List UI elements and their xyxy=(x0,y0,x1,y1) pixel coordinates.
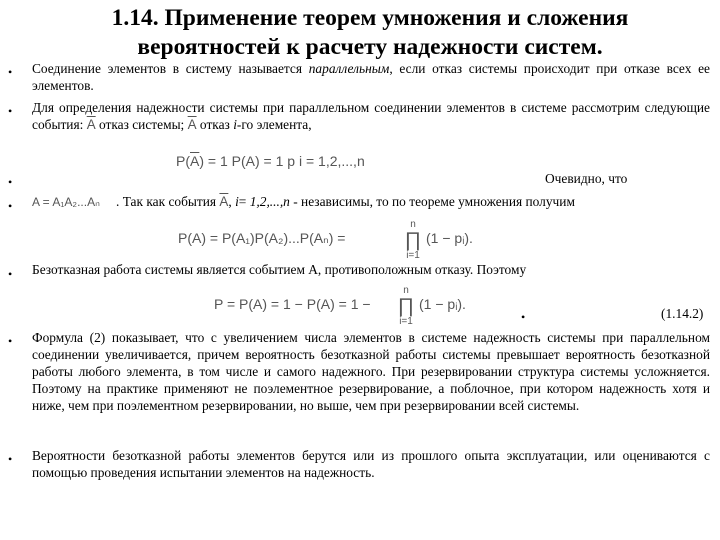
title-line-1: 1.14. Применение теорем умножения и сложения xyxy=(111,5,629,31)
p4-text-d: - независимы, то по теореме умножения получим xyxy=(289,194,575,209)
paragraph-reliable-operation: Безотказная работа системы является событием А, противоположным отказу. Поэтому xyxy=(32,262,527,277)
p2-text-d: -го элемента, xyxy=(236,117,312,132)
f4-lhs: P = P(A) = 1 − P(A) = 1 − xyxy=(214,296,371,312)
formula-reliability-factor: (1 − pᵢ). xyxy=(419,296,466,312)
bullet-6: • xyxy=(8,334,13,348)
f3-lhs: P(A) = P(A₁)P(A₂)...P(Aₙ) = xyxy=(178,230,346,246)
prod2-top: n xyxy=(403,285,409,296)
formula-failure-factor: (1 − pᵢ). xyxy=(426,230,473,246)
product-symbol-2 xyxy=(395,285,417,327)
text-obviously: Очевидно, что xyxy=(545,171,628,186)
product-symbol-1 xyxy=(402,219,424,261)
bullet-eq: • xyxy=(521,310,526,324)
formula-prob-failure xyxy=(176,153,365,169)
prod2-sign: ∏ xyxy=(397,295,415,317)
formula-Ai-bar: $\overline{A}$ xyxy=(187,117,197,132)
paragraph-events xyxy=(32,99,710,133)
p7-text: Вероятности безотказной работы элементов берутся или из прошлого опыта эксплуатации, или оцениваются с помощью проведения испытании элементов на надежность. xyxy=(32,448,710,480)
bullet-4: • xyxy=(8,199,13,213)
f1-part-a: P( xyxy=(176,153,190,169)
bullet-3: • xyxy=(8,175,13,189)
paragraph-parallel-definition xyxy=(32,60,710,94)
p2-text-a: Для определения надежности системы при параллельном соединении элементов в системе рассмотрим следующие события: xyxy=(32,100,710,132)
p6-text: Формула (2) показывает, что с увеличением числа элементов в системе надежность системы при параллельном соединении увеличивается, причем вероятность безотказной работы системы превышает вероятность безотказной работы любого элемента, в том числе и самого надежного. При резервировании структура системы усложняется. Поэтому на практике применяют не поэлементное резервирование, а поблочное, при котором надежность хотя и ниже, чем при поэлементном резервировании, но выше, чем при резервировании всей системы. xyxy=(32,330,710,413)
equation-number: (1.14.2) xyxy=(661,306,704,321)
f1-part-c: ) = 1 p xyxy=(254,153,296,169)
p1-text-b: , если отказ системы происходит при отказе всех ее элементов. xyxy=(32,61,710,93)
paragraph-probabilities-source xyxy=(32,447,710,481)
paragraph-formula-explanation xyxy=(32,329,710,414)
bullet-5: • xyxy=(8,267,13,281)
paragraph-independent xyxy=(116,193,575,210)
prod1-bottom: i=1 xyxy=(406,250,420,261)
p2-index-i: i xyxy=(233,117,237,132)
formula-failure-product xyxy=(178,230,345,247)
p4-text-b: , xyxy=(228,194,236,209)
p4-text-c: = xyxy=(238,194,250,209)
p4-index-i: i xyxy=(235,194,239,209)
f1-Ai-2: A xyxy=(245,153,255,169)
f1-Ai: $\overline{A}$ xyxy=(190,153,200,169)
prod2-bottom: i=1 xyxy=(399,316,413,327)
p2-text-c: отказ xyxy=(196,117,234,132)
bullet-7: • xyxy=(8,452,13,466)
formula-A-bar: $\overline{A}$ xyxy=(86,117,96,132)
p2-text-b: отказ системы; xyxy=(95,117,188,132)
title-line-2: вероятностей к расчету надежности систем. xyxy=(137,34,603,60)
slide-title xyxy=(60,4,680,62)
p4-range: 1,2,...,n xyxy=(249,194,290,209)
prod1-top: n xyxy=(410,219,416,230)
bullet-2: • xyxy=(8,104,13,118)
formula-A-product: A = A₁A₂...Aₙ xyxy=(32,195,100,209)
f1-part-b: ) = 1 P( xyxy=(199,153,246,169)
prod1-sign: ∏ xyxy=(404,229,422,251)
p4-Ai: $\overline{A}$ xyxy=(219,194,229,209)
formula-reliability xyxy=(214,296,371,312)
p4-text-a: . Так как события xyxy=(116,194,220,209)
p1-text-a: Соединение элементов в систему называется xyxy=(32,61,309,76)
f1-part-d: i = 1,2,...,n xyxy=(295,153,365,169)
bullet-1: • xyxy=(8,65,13,79)
p1-emphasis: параллельным xyxy=(308,61,390,76)
